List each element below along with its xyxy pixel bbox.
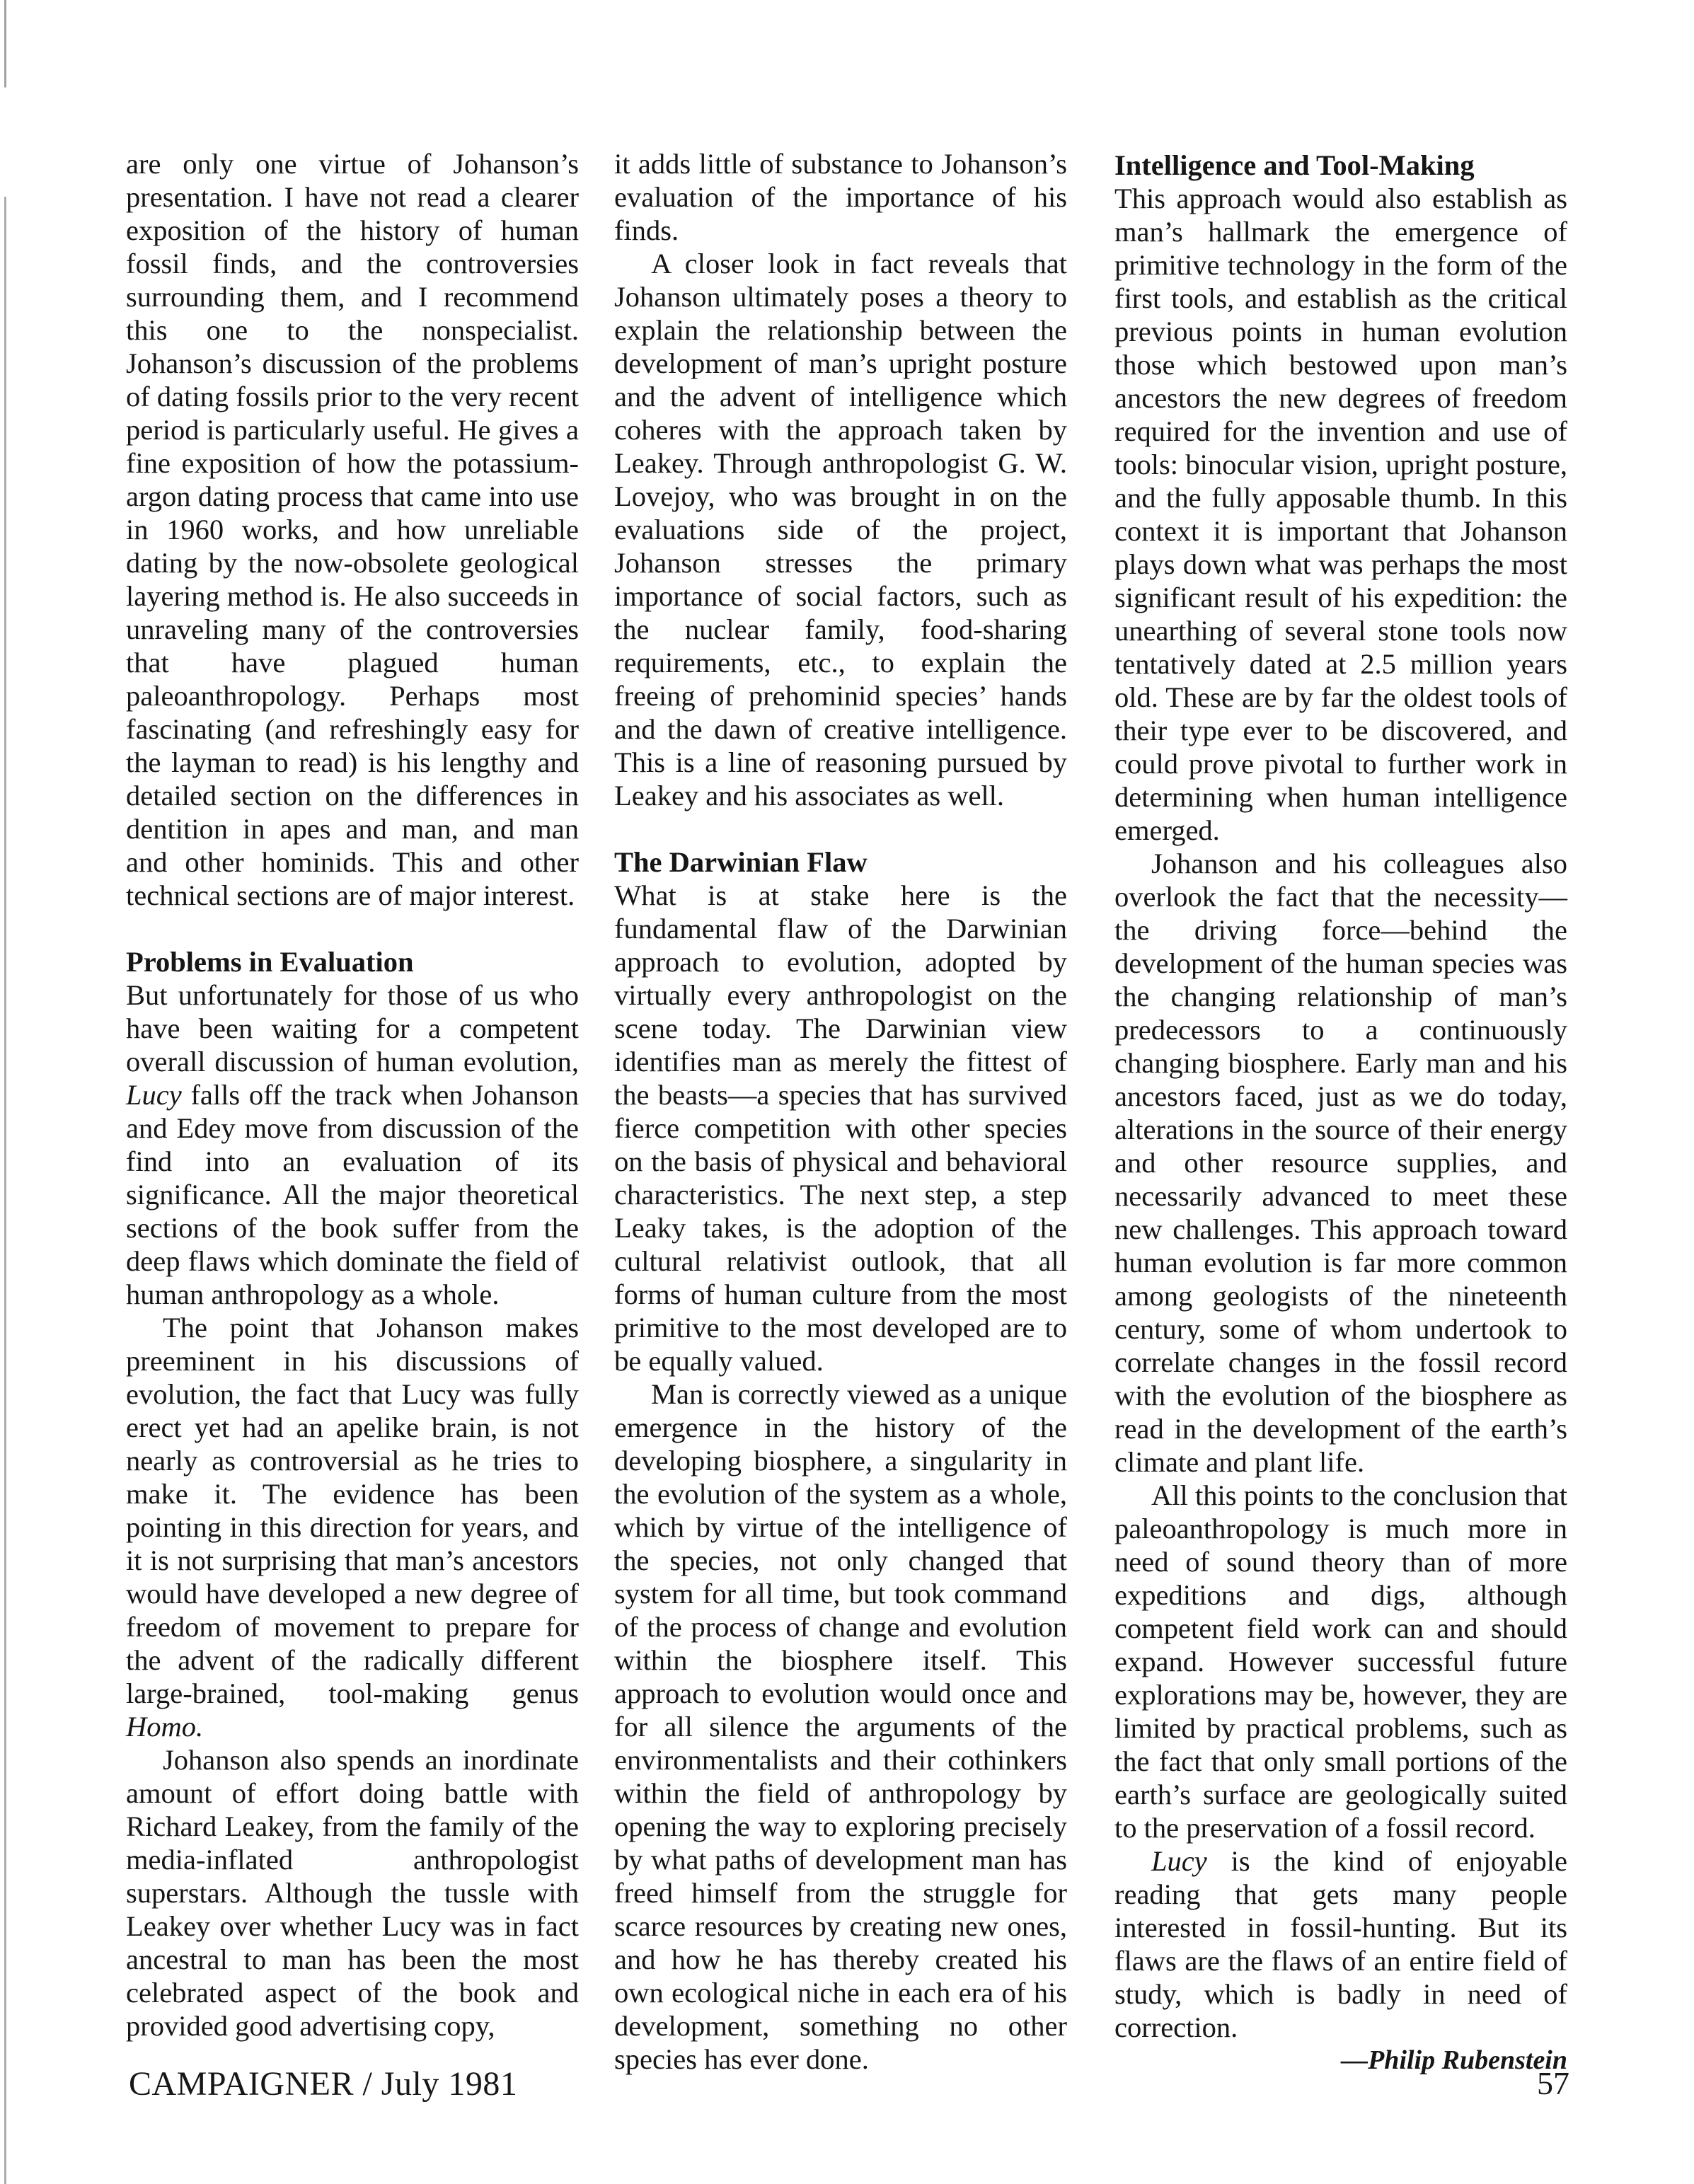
- paragraph: The point that Johanson makes preeminent in his discussions of evolution, the fact that Lucy was fully erect yet had an apelike brain, is not nearly as controversial as he tries to make it. The evidence has been pointing in this direction for years, and it is not surprising that man’s ancestors would have developed a new degree of freedom of movement to prepare for the advent of the radically different large-brained, tool-making genus Homo.: [126, 1312, 579, 1743]
- paragraph: A closer look in fact reveals that Johanson ultimately poses a theory to explain the relationship between the development of man’s upright posture and the advent of intelligence which coheres with the approach taken by Leakey. Through anthropologist G. W. Lovejoy, who was brought in on the evaluations side of the project, Johanson stresses the primary importance of social factors, such as the nuclear family, food-sharing requirements, etc., to explain the freeing of prehominid species’ hands and the dawn of creative intelligence. This is a line of reasoning pursued by Leakey and his associates as well.: [614, 248, 1067, 811]
- paragraph: Johanson also spends an inordinate amount of effort doing battle with Richard Leakey, from the family of the media-inflated anthropologist superstars. Although the tussle with Leakey over whether Lucy was in fact ancestral to man has been the most celebrated aspect of the book and provided good advertising copy,: [126, 1744, 579, 2042]
- paragraph: This approach would also establish as man’s hallmark the emergence of primitive technology in the form of the first tools, and establish as the critical previous points in human evolution those which bestowed upon man’s ancestors the new degrees of freedom required for the invention and use of tools: binocular vision, upright posture, and the fully apposable thumb. In this context it is important that Johanson plays down what was perhaps the most significant result of his expedition: the unearthing of several stone tools now tentatively dated at 2.5 million years old. These are by far the oldest tools of their type ever to be discovered, and could prove pivotal to further work in determining when human intelligence emerged.: [1114, 183, 1567, 846]
- paragraph: Man is correctly viewed as a unique emergence in the history of the developing biosphere, a singularity in the evolution of the system as a whole, which by virtue of the intelligence of the species, not only changed that system for all time, but took command of the process of change and evolution within the biosphere itself. This approach to evolution would once and for all silence the arguments of the environmentalists and their cothinkers within the field of anthropology by opening the way to exploring precisely by what paths of development man has freed himself from the struggle for scarce resources by creating new ones, and how he has thereby created his own ecological niche in each era of his development, something no other species has ever done.: [614, 1378, 1067, 2075]
- author-signature: —Philip Rubenstein: [1341, 2045, 1567, 2075]
- paragraph: Lucy is the kind of enjoyable reading that gets many people interested in fossil-hunting. But its flaws are the flaws of an entire field of study, which is badly in need of correction.: [1114, 1845, 1567, 2043]
- scan-edge-line: [4, 0, 6, 2184]
- paragraph: What is at stake here is the fundamental flaw of the Darwinian approach to evolution, adopted by virtually every anthropologist on the scene today. The Darwinian view identifies man as merely the fittest of the beasts—a species that has survived fierce competition with other species on the basis of physical and behavioral characteristics. The next step, a step Leaky takes, is the adoption of the cultural relativist outlook, that all forms of human culture from the most primitive to the most developed are to be equally valued.: [614, 879, 1067, 1377]
- paragraph: All this points to the conclusion that paleoanthropology is much more in need of sound theory than of more expeditions and digs, although competent field work can and should expand. However successful future explorations may be, however, they are limited by practical problems, such as the fact that only small portions of the earth’s surface are geologically suited to the preservation of a fossil record.: [1114, 1479, 1567, 1844]
- page-number: 57: [1537, 2065, 1569, 2101]
- column-1: [126, 147, 579, 2043]
- section-heading: Intelligence and Tool-Making: [1114, 149, 1475, 181]
- column-3: [1114, 149, 1567, 2077]
- publication-footer: CAMPAIGNER / July 1981: [129, 2065, 518, 2103]
- section-heading: Problems in Evaluation: [126, 946, 414, 978]
- paragraph: it adds little of substance to Johanson’s evaluation of the importance of his finds.: [614, 148, 1067, 246]
- column-2: [614, 147, 1067, 2076]
- section-heading: The Darwinian Flaw: [614, 846, 868, 878]
- paragraph: Johanson and his colleagues also overlook the fact that the necessity—the driving force—behind the development of the human species was the changing relationship of man’s predecessors to a continuously changing biosphere. Early man and his ancestors faced, just as we do today, alterations in the source of their energy and other resource supplies, and necessarily advanced to meet these new challenges. This approach toward human evolution is far more common among geologists of the nineteenth century, some of whom undertook to correlate changes in the fossil record with the evolution of the biosphere as read in the development of the earth’s climate and plant life.: [1114, 848, 1567, 1478]
- paragraph: But unfortunately for those of us who have been waiting for a competent overall discussion of human evolution, Lucy falls off the track when Johanson and Edey move from discussion of the find into an evaluation of its significance. All the major theoretical sections of the book suffer from the deep flaws which dominate the field of human anthropology as a whole.: [126, 979, 579, 1310]
- paragraph: are only one virtue of Johanson’s presentation. I have not read a clearer exposition of the history of human fossil finds, and the controversies surrounding them, and I recommend this one to the nonspecialist. Johanson’s discussion of the problems of dating fossils prior to the very recent period is particularly useful. He gives a fine exposition of how the potassium-argon dating process that came into use in 1960 works, and how unreliable dating by the now-obsolete geological layering method is. He also succeeds in unraveling many of the controversies that have plagued human paleoanthropology. Perhaps most fascinating (and refreshingly easy for the layman to read) is his lengthy and detailed section on the differences in dentition in apes and man, and man and other hominids. This and other technical sections are of major interest.: [126, 148, 579, 911]
